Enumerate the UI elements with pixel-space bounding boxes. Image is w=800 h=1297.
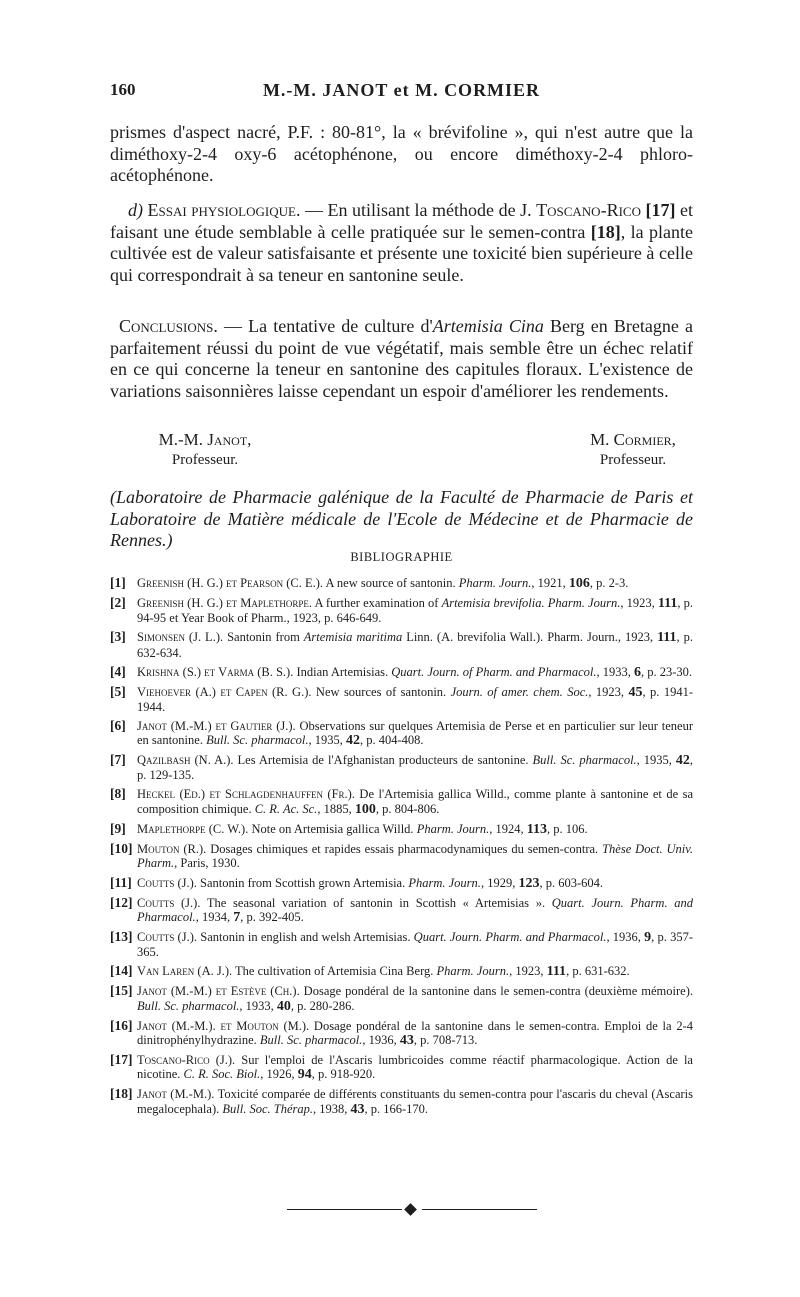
ref-title: Les Artemisia de l'Afghanistan producteurs de santonine. — [233, 753, 533, 768]
essai-author: Toscano-Rico — [536, 200, 641, 220]
ref-volume: 111 — [546, 964, 567, 980]
ref-journal: Bull. Sc. pharmacol. — [532, 753, 637, 768]
ref-pages: , p. 94-95 et Year Book of Pharm., 1923, p. 646-649. — [137, 595, 694, 626]
ref-pages: , p. 2-3. — [589, 576, 629, 590]
ref-authors: Van Laren (A. J.). — [137, 964, 233, 979]
bibliography-entry — [110, 787, 693, 817]
ornament-rule-left — [287, 1209, 402, 1210]
bibliography-entry — [110, 576, 693, 591]
ref-authors: Coutts (J.). — [137, 895, 201, 910]
ref-volume: 113 — [526, 821, 547, 837]
essai-text-1: — En utilisant la méthode de J. — [300, 200, 537, 220]
signature-role: Professeur. — [171, 452, 239, 468]
ref-title: De l'Artemisia gallica Willd., comme plante à santonine et de sa composition chimique. — [137, 787, 693, 816]
ref-volume: 7 — [233, 910, 241, 926]
ref-title: Sur l'emploi de l'Ascaris lumbricoides comme réactif pharmacologique. Action de la nicotine. — [137, 1053, 693, 1082]
ref-year: , 1935, — [308, 733, 347, 748]
ref-year: , Paris, 1930. — [174, 855, 240, 870]
ref-number: [9] — [110, 820, 126, 836]
ref-authors: Viehoever (A.) et Capen (R. G.). — [137, 684, 312, 699]
ref-year: , 1926, — [260, 1067, 298, 1082]
ref-year: , 1933, — [596, 664, 634, 679]
ref-number: [6] — [110, 717, 126, 733]
ref-number: [8] — [110, 786, 126, 802]
ref-journal: C. R. Ac. Sc. — [254, 801, 318, 816]
bibliography-entry — [110, 719, 693, 749]
ref-journal: C. R. Soc. Biol. — [183, 1067, 261, 1082]
ref-journal: Journ. of amer. chem. Soc. — [450, 684, 589, 699]
ref-title: Note on Artemisia gallica Willd. — [248, 821, 417, 836]
ref-authors: Janot (M.-M.). — [137, 1087, 215, 1102]
ref-volume: 43 — [399, 1033, 414, 1049]
diamond-icon — [404, 1203, 417, 1216]
ref-year: , 1935, — [636, 753, 676, 768]
ref-number: [15] — [110, 983, 133, 999]
ref-title: The seasonal variation of santonin in Scottish « Artemisias ». — [200, 895, 552, 910]
ref-authors: Maplethorpe (C. W.). — [137, 821, 249, 836]
ref-number: [10] — [110, 840, 133, 856]
ref-pages: , p. 129-135. — [137, 753, 694, 783]
ref-journal: Pharm. Journ. — [408, 875, 481, 890]
ref-year: , 1923, — [620, 595, 658, 610]
ref-journal: Quart. Journ. Pharm. and Pharmacol. — [413, 930, 607, 945]
ref-journal: Quart. Journ. Pharm. and Pharmacol. — [137, 895, 693, 925]
bibliography-entry — [110, 822, 693, 837]
ref-pages: , p. 106. — [547, 821, 588, 836]
ref-authors: Greenish (H. G.) et Maplethorpe. — [137, 595, 312, 610]
conclusions-species: Artemisia Cina — [432, 316, 544, 336]
essai-text-3: , la plante cultivée est de valeur satisfaisante et présente une toxicité bien supérieure à celle qui correspondrait à sa teneur en santonine seule. — [110, 221, 693, 285]
ref-number: [16] — [110, 1017, 133, 1033]
ref-authors: Heckel (Ed.) et Schlagdenhauffen (Fr.). — [137, 787, 355, 802]
ref-volume: 100 — [354, 801, 376, 817]
end-ornament — [287, 1203, 537, 1217]
conclusions-heading: Conclusions. — [119, 316, 218, 336]
ref-authors: Simonsen (J. L.). — [137, 630, 224, 645]
ref-volume: 111 — [657, 595, 678, 611]
ref-number: [14] — [110, 963, 133, 979]
ref-journal: Bull. Sc. pharmacol. — [206, 733, 309, 748]
ref-volume: 94 — [297, 1067, 312, 1083]
ref-title: Dosages chimiques et rapides essais pharmacodynamiques du semen-contra. — [206, 841, 603, 856]
ref-pages: , p. 280-286. — [290, 998, 355, 1013]
ref-year: , 1885, — [317, 801, 355, 816]
ref-title: Santonin in english and welsh Artemisias. — [197, 930, 414, 945]
ref-number: [5] — [110, 683, 126, 699]
bibliography-entry — [110, 1087, 693, 1117]
running-title: M.-M. JANOT et M. CORMIER — [262, 80, 541, 100]
bibliography-entry — [110, 984, 693, 1014]
conclusions-text-1: — La tentative de culture d' — [217, 316, 433, 336]
ref-number: [1] — [110, 575, 126, 590]
ref-title: Dosage pondéral de la santonine dans le semen-contra (deuxième mémoire). — [299, 984, 693, 999]
ref-pages: , p. 632-634. — [137, 630, 694, 660]
essai-text-2: et faisant une étude semblable à celle pratiquée sur le semen-contra — [110, 200, 694, 242]
ref-authors: Janot (M.-M.). et Mouton (M.). — [137, 1018, 310, 1033]
ref-pages: , p. 357-365. — [137, 930, 694, 960]
ref-authors: Janot (M.-M.) et Estève (Ch.). — [137, 984, 300, 999]
ref-authors: Janot (M.-M.) et Gautier (J.). — [137, 718, 296, 733]
ref-journal: Thèse Doct. Univ. Pharm. — [137, 841, 693, 870]
signature-cormier — [573, 430, 693, 470]
bibliography-entry — [110, 842, 693, 872]
ref-journal: Bull. Sc. pharmacol. — [137, 998, 240, 1013]
ref-pages: , p. 1941-1944. — [137, 684, 693, 714]
ref-journal: Artemisia maritima — [303, 630, 403, 645]
ref-journal: Quart. Journ. of Pharm. and Pharmacol. — [391, 664, 597, 679]
page-header — [110, 80, 693, 104]
bibliography-entry — [110, 876, 693, 891]
ref-title: Dosage pondéral de la santonine dans le semen-contra. Emploi de la 2-4 dinitrophénylhydrazine. — [137, 1018, 693, 1048]
ref-year: , 1923, — [588, 684, 629, 699]
conclusions-paragraph — [110, 316, 693, 402]
bibliography-entry — [110, 630, 693, 660]
ref-volume: 42 — [346, 733, 361, 749]
ref-volume: 111 — [657, 630, 677, 646]
ref-journal: Bull. Sc. pharmacol. — [259, 1033, 363, 1048]
ref-year: , 1933, — [239, 998, 277, 1013]
ref-volume: 9 — [644, 930, 652, 946]
essai-paragraph — [110, 200, 693, 286]
ref-number: [12] — [110, 894, 133, 910]
ref-journal: Pharm. Journ. — [436, 964, 510, 979]
ref-number: [4] — [110, 663, 126, 679]
ref-volume: 40 — [276, 998, 291, 1014]
ref-pages: , p. 804-806. — [375, 801, 440, 816]
ref-number: [13] — [110, 929, 133, 945]
ref-volume: 42 — [675, 753, 690, 769]
signatures — [110, 430, 693, 470]
ref-title: Toxicité comparée de différents constituants du semen-contra pour l'ascaris du cheval (Ascaris megalocephala). — [137, 1087, 693, 1116]
bibliography-entry — [110, 665, 693, 680]
ref-authors: Toscano-Rico (J.). — [137, 1053, 236, 1068]
ref-year: , 1924, — [489, 821, 527, 836]
bibliography-entry — [110, 685, 693, 715]
ref-title: Observations sur quelques Artemisia de Perse et en particulier sur leur teneur en santonine. — [137, 718, 693, 748]
bibliography-entry — [110, 596, 693, 626]
ref-number: [3] — [110, 629, 126, 645]
ref-title: A further examination of — [311, 595, 442, 610]
laboratory-affiliation: (Laboratoire de Pharmacie galénique de la Faculté de Pharmacie de Paris et Laboratoire de Matière médicale de l'Ecole de Médecine et de Pharmacie de Rennes.) — [110, 487, 693, 551]
signature-role: Professeur. — [599, 452, 667, 468]
ref-pages: , p. 392-405. — [240, 910, 304, 925]
ref-title: The cultivation of Artemisia Cina Berg. — [232, 964, 437, 979]
ref-pages: , p. 166-170. — [364, 1101, 429, 1116]
bibliography-entry — [110, 753, 693, 783]
essai-ref-18: [18] — [590, 221, 621, 242]
ref-title: Santonin from Scottish grown Artemisia. — [196, 875, 409, 890]
ref-year: , 1936, — [362, 1033, 400, 1048]
ref-number: [7] — [110, 752, 126, 768]
ref-year: , 1923, — [509, 964, 547, 979]
ref-year: , 1921, — [531, 576, 569, 590]
bibliography-entry — [110, 930, 693, 960]
bibliography-entry — [110, 964, 693, 979]
ref-pages: , p. 23-30. — [640, 664, 693, 679]
ref-volume: 45 — [628, 684, 643, 700]
ref-year: , 1934, — [195, 910, 234, 925]
conclusions-text-2: Berg en Bretagne a parfaitement réussi du point de vue végétatif, mais semble être un échec relatif en ce qui concerne la teneur en santonine des capitules floraux. L'existence de variations saisonnières laisse cependant un espoir d'améliorer les rendements. — [110, 316, 693, 401]
page-number: 160 — [110, 80, 136, 99]
ref-title: New sources of santonin. — [311, 684, 451, 699]
ref-journal: Bull. Soc. Thérap. — [222, 1101, 313, 1116]
ref-authors: Krishna (S.) et Varma (B. S.). — [137, 664, 294, 679]
ref-number: [2] — [110, 594, 126, 610]
signature-name: M.-M. Janot, — [158, 430, 252, 449]
signature-janot — [130, 430, 280, 470]
ref-title: Indian Artemisias. — [293, 664, 392, 679]
ref-pages: , p. 918-920. — [311, 1067, 376, 1082]
essai-ref-17: [17] — [645, 200, 676, 220]
ref-volume: 123 — [518, 875, 540, 891]
ref-year: , 1936, — [606, 930, 645, 945]
ref-volume: 43 — [350, 1101, 365, 1117]
bibliography-list — [110, 576, 693, 1122]
ref-authors: Coutts (J.). — [137, 930, 198, 945]
ref-year: Linn. (A. brevifolia Wall.). Pharm. Journ., 1923, — [402, 630, 658, 645]
bibliography-entry — [110, 1019, 693, 1049]
ref-number: [17] — [110, 1052, 133, 1068]
ref-number: [18] — [110, 1086, 133, 1102]
bibliography-entry — [110, 1053, 693, 1083]
ref-volume: 106 — [568, 576, 590, 591]
bibliography-title: BIBLIOGRAPHIE — [350, 550, 453, 564]
intro-paragraph: prismes d'aspect nacré, P.F. : 80-81°, la « brévifoline », qui n'est autre que la diméthoxy-2-4 oxy-6 acétophénone, ou encore diméthoxy-2-4 phloro-acétophénone. — [110, 122, 693, 186]
ornament-rule-right — [422, 1209, 537, 1210]
ref-journal: Pharm. Journ. — [458, 576, 532, 590]
ref-title: A new source of santonin. — [323, 576, 459, 590]
ref-pages: , p. 708-713. — [413, 1033, 478, 1048]
bibliography-entry — [110, 896, 693, 926]
ref-pages: , p. 603-604. — [539, 875, 603, 890]
ref-year: , 1938, — [313, 1101, 351, 1116]
ref-pages: , p. 631-632. — [566, 964, 630, 979]
ref-number: [11] — [110, 874, 132, 890]
ref-authors: Coutts (J.). — [137, 875, 197, 890]
signature-name: M. Cormier, — [590, 430, 676, 449]
ref-authors: Qazilbash (N. A.). — [137, 753, 234, 768]
ref-title: Santonin from — [223, 630, 304, 645]
ref-journal: Pharm. Journ. — [416, 821, 490, 836]
ref-journal: Artemisia brevifolia. Pharm. Journ. — [441, 595, 621, 610]
ref-authors: Greenish (H. G.) et Pearson (C. E.). — [137, 576, 324, 590]
ref-volume: 6 — [633, 664, 641, 680]
ref-year: , 1929, — [480, 875, 519, 890]
ref-pages: , p. 404-408. — [360, 733, 424, 748]
ref-authors: Mouton (R.). — [137, 841, 207, 856]
essai-heading: Essai physiologique. — [147, 200, 301, 220]
section-label: d) — [128, 200, 143, 220]
